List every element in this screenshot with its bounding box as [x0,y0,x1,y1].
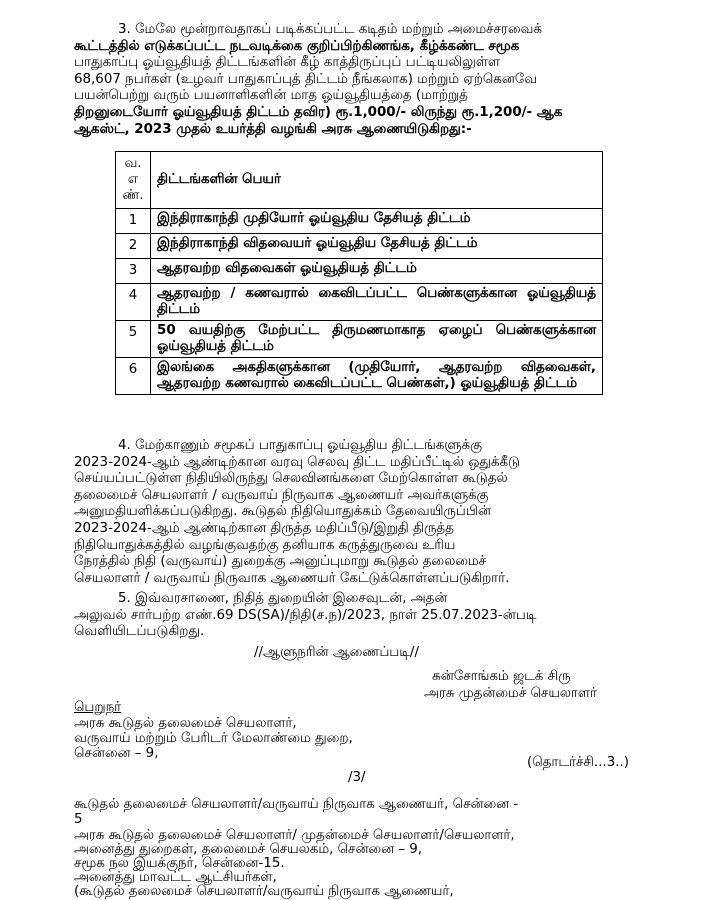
paragraph-3-line: திறனுடையோர் ஓய்வூதியத் திட்டம் தவிர) ரூ.1,000/- லிருந்து ரூ.1,200/- ஆக [74,104,563,120]
table-header-row [116,152,603,209]
page-marker: /3/ [348,770,366,785]
paragraph-4-line: செய்யப்பட்டுள்ள நிதியிலிருந்து செலவினங்களை மேற்கொள்ள கூடுதல் [74,471,508,487]
scheme-name-cell: 50 வயதிற்கு மேற்பட்ட திருமணமாகாத ஏழைப் பெண்களுக்கான ஓய்வூதியத் திட்டம் [151,321,603,358]
paragraph-3 [74,22,642,138]
table-row [116,284,603,321]
scheme-name-cell: இந்திராகாந்தி விதவையர் ஓய்வூதிய தேசியத் திட்டம் [151,234,603,259]
serial-cell: 3 [116,259,151,284]
paragraph-3-line: 68,607 நபர்கள் (உழவர் பாதுகாப்புத் திட்டம் நீங்கலாக) மற்றும் ஏற்கெனவே [74,71,538,87]
scheme-name-cell: ஆதரவற்ற விதவைகள் ஓய்வூதியத் திட்டம் [151,259,603,284]
table-row [116,234,603,259]
signatory-designation: அரசு முதன்மைச் செயலாளர் [424,686,597,701]
copy-to-line: அனைத்து துறைகள், தலைமைச் செயலகம், சென்னை – 9, [74,842,423,857]
paragraph-5-line: 5. இவ்வரசாணை, நிதித் துறையின் இசைவுடன், அதன் [118,591,448,606]
paragraph-4-line: தலைமைச் செயலாளர் / வருவாய் நிருவாக ஆணையர் அவர்களுக்கு [74,487,489,503]
table-row [116,259,603,284]
paragraph-3-line: பாதுகாப்பு ஓய்வூதியத் திட்டங்களின் கீழ் காத்திருப்புப் பட்டியலிலுள்ள [74,55,500,71]
paragraph-4-line: நேரத்தில் நிதி (வருவாய்) துறைக்கு அனுப்புமாறு கூடுதல் தலைமைச் [74,554,487,570]
copy-to-line: 5 [74,812,83,827]
paragraph-3-line: பயன்பெற்று வரும் பயனாளிகளின் மாத ஓய்வூதியத்தை (மாற்றுத் [74,88,468,104]
continued-marker: (தொடர்ச்சி...3..) [527,755,629,770]
copy-to-line: சமூக நல இயக்குநர், சென்னை-15. [74,856,285,871]
paragraph-3-line: 3. மேலே மூன்றாவதாகப் படிக்கப்பட்ட கடிதம் மற்றும் அமைச்சரவைக் [118,22,542,37]
scheme-name-cell: இந்திராகாந்தி முதியோர் ஓய்வூதிய தேசியத் திட்டம் [151,209,603,234]
paragraph-4-line: அனுமதியளிக்கப்படுகிறது. கூடுதல் நிதியொதுக்கம் தேவையிருப்பின் [74,504,491,520]
paragraph-4-line: 2023-2024-ஆம் ஆண்டிற்கான வரவு செலவு திட்ட மதிப்பீட்டில் ஒதுக்கீடு [74,454,520,470]
scheme-name-cell: இலங்கை அகதிகளுக்கான (முதியோர், ஆதரவற்ற விதவைகள், ஆதரவற்ற கணவரால் கைவிடப்பட்ட பெண்கள்,) ஓய்வூதியத் திட்டம் [151,358,603,395]
serial-cell: 4 [116,284,151,321]
recipient-heading: பெறுநர் [74,700,122,715]
schemes-table [115,151,603,395]
copy-to-line: கூடுதல் தலைமைச் செயலாளர்/வருவாய் நிருவாக ஆணையர், சென்னை - [74,797,519,812]
signatory-name: சுன்சோங்கம் ஜடக் சிரு [432,669,571,684]
scheme-name-cell: ஆதரவற்ற / கணவரால் கைவிடப்பட்ட பெண்களுக்கான ஓய்வூதியத் திட்டம் [151,284,603,321]
table-row [116,358,603,395]
paragraph-3-line: கூட்டத்தில் எடுக்கப்பட்ட நடவடிக்கை குறிப்பிற்கிணங்க, கீழ்க்கண்ட சமூக [74,38,520,54]
paragraph-4-line: செயலாளர் / வருவாய் நிருவாக ஆணையர் கேட்டுக்கொள்ளப்படுகிறார். [74,570,510,586]
serial-cell: 2 [116,234,151,259]
table-row [116,209,603,234]
paragraph-5-line: அலுவல் சார்பற்ற எண்.69 DS(SA)/நிதி(ச.ந)/2023, நாள் 25.07.2023-ன்படி [74,607,537,623]
copy-to-line: (கூடுதல் தலைமைச் செயலாளர்/வருவாய் நிருவாக ஆணையர், [74,884,454,899]
column-header-scheme-name: திட்டங்களின் பெயர் [151,152,603,209]
recipient-line: சென்னை – 9, [74,746,159,761]
governor-order-line: //ஆளுநரின் ஆணைப்படி// [254,645,419,660]
table-row [116,321,603,358]
paragraph-4-line: 2023-2024-ஆம் ஆண்டிற்கான திருத்த மதிப்பீடு/இறுதி திருத்த [74,520,454,536]
serial-cell: 1 [116,209,151,234]
paragraph-3-line: ஆகஸ்ட், 2023 முதல் உயர்த்தி வழங்கி அரசு ஆணையிடுகிறது:- [74,121,472,137]
column-header-serial: வ. எ ண். [116,152,151,209]
copy-to-line: அரசு கூடுதல் தலைமைச் செயலாளர்/ முதன்மைச் செயலாளர்/செயலாளர், [74,828,515,843]
copy-to-line: அனைத்து மாவட்ட ஆட்சியர்கள், [74,870,277,885]
serial-cell: 5 [116,321,151,358]
paragraph-4-line: 4. மேற்காணும் சமூகப் பாதுகாப்பு ஓய்வூதிய திட்டங்களுக்கு [118,438,482,453]
recipient-line: அரசு கூடுதல் தலைமைச் செயலாளர், [74,716,297,731]
serial-cell: 6 [116,358,151,395]
paragraph-5 [74,591,642,641]
recipient-line: வருவாய் மற்றும் பேரிடர் மேலாண்மை துறை, [74,731,353,746]
paragraph-4 [74,438,642,587]
paragraph-4-line: நிதியொதுக்கத்தில் வழங்குவதற்கு தனியாக கருத்துருவை உரிய [74,537,456,553]
paragraph-5-line: வெளியிடப்படுகிறது. [74,624,205,640]
